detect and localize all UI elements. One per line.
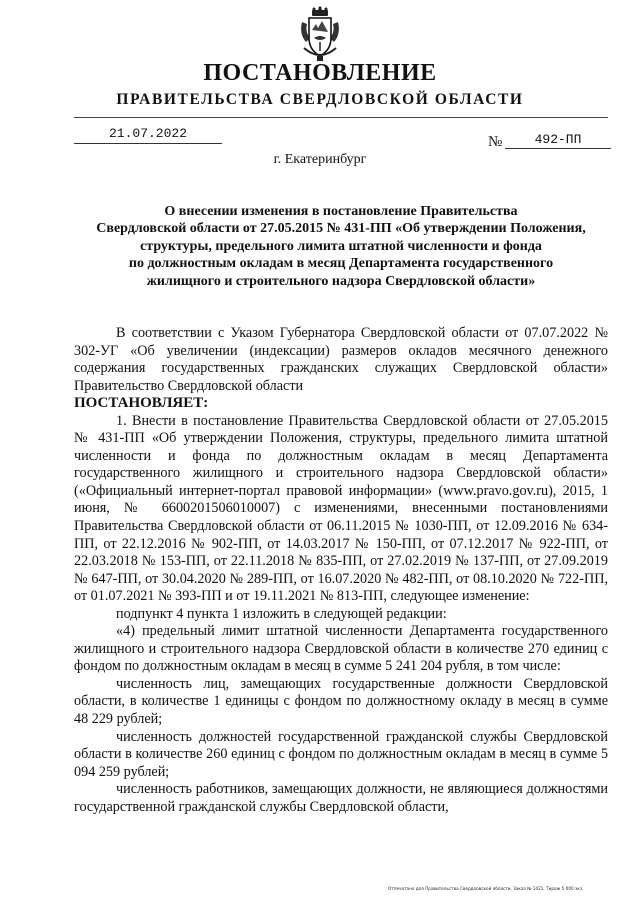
heading-line: Свердловской области от 27.05.2015 № 431-ПП «Об утверждении Положения, — [96, 221, 586, 237]
quoted-paragraph: численность работников, замещающих должности, не являющиеся должностями государственной гражданской службы Свердловской области, — [74, 781, 608, 815]
number-sign: № — [488, 134, 503, 150]
document-date: 21.07.2022 — [74, 126, 222, 144]
print-note: Отпечатано для Правительства Свердловской области. Заказ № 1421. Тираж 5 000 экз. — [388, 886, 584, 891]
document-number: 492-ПП — [505, 132, 611, 149]
issuer-title: ПРАВИТЕЛЬСТВА СВЕРДЛОВСКОЙ ОБЛАСТИ — [116, 91, 524, 108]
issue-city: г. Екатеринбург — [273, 152, 367, 167]
document-heading — [74, 203, 608, 290]
quoted-paragraph: численность лиц, замещающих государственные должности Свердловской области, в количестве 1 единицы с фондом по должностному окладу в месяц в сумме 48 229 рублей; — [74, 675, 608, 728]
resolves-heading: ПОСТАНОВЛЯЕТ: — [74, 395, 209, 412]
quoted-paragraph: «4) предельный лимит штатной численности Департамента государственного жилищного и строительного надзора Свердловской области в количестве 270 единиц с фондом по должностным окладам в месяц в сумме 5 241 204 рубля, в том числе: — [74, 623, 608, 675]
document-type-title: ПОСТАНОВЛЕНИЕ — [203, 60, 437, 86]
subitem-paragraph: подпункт 4 пункта 1 изложить в следующей редакции: — [116, 605, 447, 622]
document-body — [74, 325, 608, 816]
heading-line: О внесении изменения в постановление Правительства — [164, 204, 518, 219]
coat-of-arms-icon — [298, 4, 342, 62]
heading-line: жилищного и строительного надзора Свердловской области» — [146, 273, 536, 289]
heading-line: по должностным окладам в месяц Департамента государственного — [128, 256, 554, 272]
heading-line: структуры, предельного лимита штатной численности и фонда — [140, 238, 542, 254]
header-divider — [74, 117, 608, 118]
preamble-paragraph: В соответствии с Указом Губернатора Свердловской области от 07.07.2022 № 302-УГ «Об увеличении (индексации) размеров окладов месячного денежного содержания государственных гражданских служащих Свердловской области» Правительство Свердловской области — [74, 325, 608, 394]
quoted-paragraph: численность должностей государственной гражданской службы Свердловской области в количестве 260 единиц с фондом по должностным окладам в месяц в сумме 5 094 259 рублей; — [74, 728, 608, 780]
item-1-paragraph: 1. Внести в постановление Правительства Свердловской области от 27.05.2015 № 431-ПП «Об утверждении Положения, структуры, предельного лимита штатной численности и фонда по должностным окладам в месяц Департамента государственного жилищного и строительного надзора Свердловской области» («Официальный интернет-портал правовой информации» (www.pravo.gov.ru), 2015, 1 июня, № 6600201506010007) с изменениями, внесенными постановлениями Правительства Свердловской области от 06.11.2015 № 1030-ПП, от 12.09.2016 № 634-ПП, от 22.12.2016 № 902-ПП, от 14.03.2017 № 150-ПП, от 07.12.2017 № 922-ПП, от 22.03.2018 № 153-ПП, от 22.11.2018 № 835-ПП, от 27.02.2019 № 137-ПП, от 27.09.2019 № 647-ПП, от 30.04.2020 № 289-ПП, от 16.07.2020 № 482-ПП, от 08.10.2020 № 722-ПП, от 01.07.2021 № 393-ПП и от 19.11.2021 № 813-ПП, следующее изменение: — [74, 412, 608, 605]
